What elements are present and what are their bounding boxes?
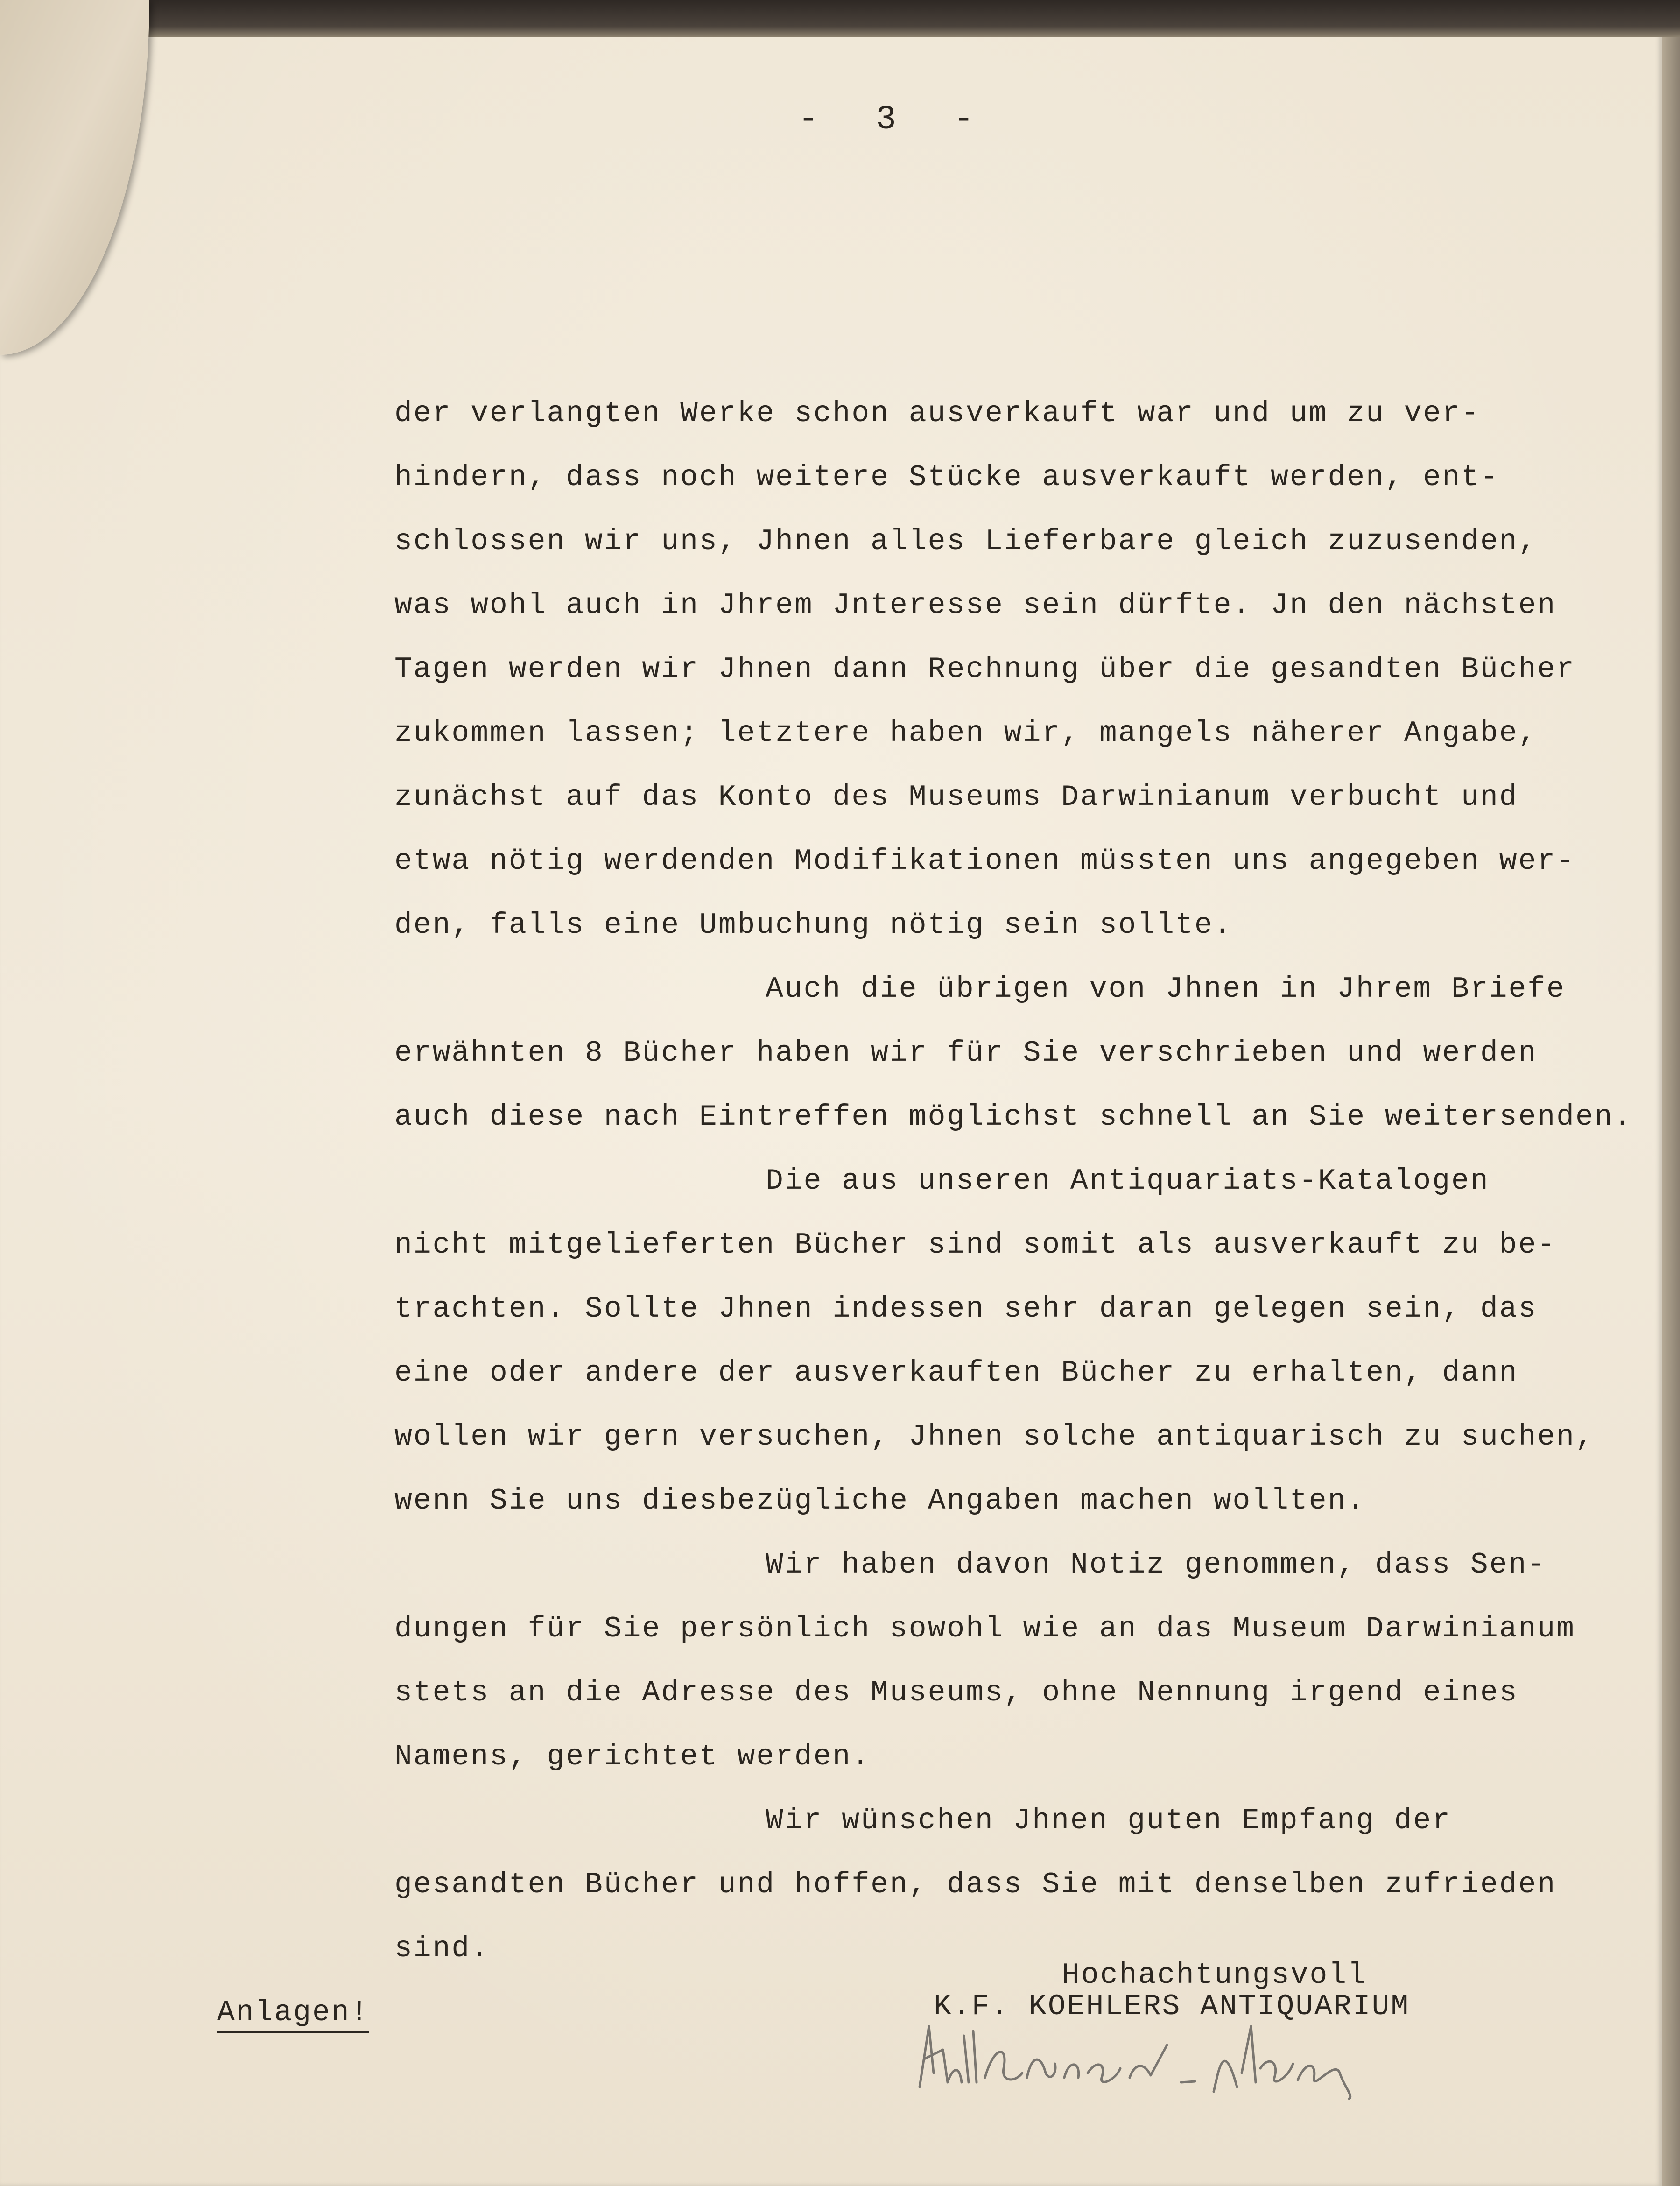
handwritten-signature [915,2017,1428,2101]
body-line: nicht mitgelieferten Bücher sind somit als ausverkauft zu be- [394,1228,1557,1262]
binder-edge [0,0,1680,37]
body-line: Tagen werden wir Jhnen dann Rechnung über die gesandten Bücher [394,653,1575,686]
body-line: Wir wünschen Jhnen guten Empfang der [766,1804,1452,1837]
body-line: der verlangten Werke schon ausverkauft war und um zu ver- [394,397,1480,430]
body-line: wenn Sie uns diesbezügliche Angaben machen wollten. [394,1484,1366,1517]
body-line: schlossen wir uns, Jhnen alles Lieferbare gleich zuzusenden, [394,525,1538,558]
body-line: was wohl auch in Jhrem Jnteresse sein dürfte. Jn den nächsten [394,589,1557,622]
body-line: Wir haben davon Notiz genommen, dass Sen- [766,1548,1547,1581]
body-line: auch diese nach Eintreffen möglichst schnell an Sie weitersenden. [394,1100,1633,1134]
body-line: eine oder andere der ausverkauften Bücher zu erhalten, dann [394,1356,1518,1389]
body-line: wollen wir gern versuchen, Jhnen solche antiquarisch zu suchen, [394,1420,1595,1453]
body-line: zunächst auf das Konto des Museums Darwinianum verbucht und [394,781,1518,814]
body-line: Die aus unseren Antiquariats-Katalogen [766,1164,1490,1198]
body-line: gesandten Bücher und hoffen, dass Sie mit denselben zufrieden [394,1868,1557,1901]
body-line: den, falls eine Umbuchung nötig sein sollte. [394,909,1233,942]
body-line: trachten. Sollte Jhnen indessen sehr daran gelegen sein, das [394,1292,1538,1326]
body-line: etwa nötig werdenden Modifikationen müssten uns angegeben wer- [394,845,1575,878]
company-name: K.F. KOEHLERS ANTIQUARIUM [934,1990,1410,2023]
body-line: hindern, dass noch weitere Stücke ausverkauft werden, ent- [394,461,1499,494]
body-line: Namens, gerichtet werden. [394,1740,871,1773]
enclosure-note: Anlagen! [217,1996,369,2033]
body-line: sind. [394,1932,490,1965]
body-line: erwähnten 8 Bücher haben wir für Sie verschrieben und werden [394,1037,1538,1070]
body-line: dungen für Sie persönlich sowohl wie an das Museum Darwinianum [394,1612,1575,1645]
body-line: Auch die übrigen von Jhnen in Jhrem Briefe [766,973,1566,1006]
body-line: stets an die Adresse des Museums, ohne Nennung irgend eines [394,1676,1518,1709]
body-line: zukommen lassen; letztere haben wir, mangels näherer Angabe, [394,717,1538,750]
page-number: - 3 - [798,100,993,139]
closing-greeting: Hochachtungsvoll [1062,1959,1367,1992]
